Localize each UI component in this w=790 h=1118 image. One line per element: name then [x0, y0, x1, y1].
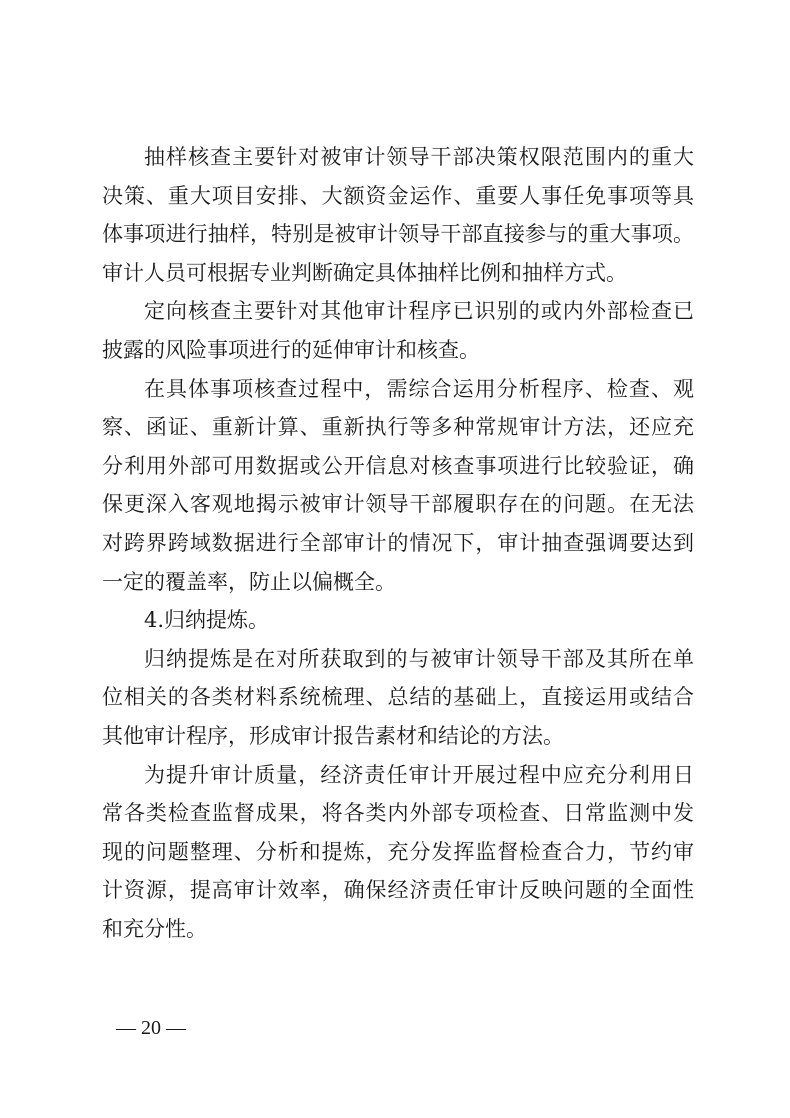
- paragraph-line: 在具体事项核查过程中，需综合运用分析程序、检查、观: [144, 376, 694, 401]
- paragraph-sampling-check: [102, 138, 694, 292]
- paragraph-line: 位相关的各类材料系统梳理、总结的基础上，直接运用或结合: [102, 685, 694, 710]
- paragraph-summarize-def: [102, 640, 694, 756]
- paragraph-line: 抽样核查主要针对被审计领导干部决策权限范围内的重大: [144, 145, 694, 169]
- paragraph-line: 计资源，提高审计效率，确保经济责任审计反映问题的全面性: [102, 878, 694, 903]
- paragraph-line: 分利用外部可用数据或公开信息对核查事项进行比较验证，确: [102, 453, 694, 478]
- paragraph-directed-check: [102, 292, 694, 369]
- paragraph-check-process: [102, 370, 694, 602]
- paragraph-line: 决策、重大项目安排、大额资金运作、重要人事任免事项等具: [102, 183, 694, 208]
- paragraph-line: 体事项进行抽样，特别是被审计领导干部直接参与的重大事项。: [102, 222, 694, 247]
- paragraph-line: 和充分性。: [102, 916, 207, 941]
- paragraph-line: 保更深入客观地揭示被审计领导干部履职存在的问题。在无法: [102, 492, 694, 517]
- paragraph-line: 审计人员可根据专业判断确定具体抽样比例和抽样方式。: [102, 260, 627, 285]
- paragraph-line: 对跨界跨域数据进行全部审计的情况下，审计抽查强调要达到: [102, 530, 694, 555]
- document-body: [102, 138, 694, 948]
- section-heading-4: [102, 601, 694, 640]
- section-heading: 4.归纳提炼。: [144, 608, 270, 633]
- paragraph-line: 披露的风险事项进行的延伸审计和核查。: [102, 337, 480, 362]
- paragraph-line: 常各类检查监督成果，将各类内外部专项检查、日常监测中发: [102, 801, 694, 826]
- paragraph-line: 其他审计程序，形成审计报告素材和结论的方法。: [102, 723, 564, 748]
- paragraph-line: 现的问题整理、分析和提炼，充分发挥监督检查合力，节约审: [102, 839, 694, 864]
- paragraph-line: 为提升审计质量，经济责任审计开展过程中应充分利用日: [144, 762, 694, 787]
- paragraph-line: 一定的覆盖率，防止以偏概全。: [102, 569, 396, 594]
- paragraph-line: 察、函证、重新计算、重新执行等多种常规审计方法，还应充: [102, 415, 694, 440]
- paragraph-line: 归纳提炼是在对所获取到的与被审计领导干部及其所在单: [144, 646, 694, 671]
- page-number: — 20 —: [116, 1017, 186, 1039]
- paragraph-quality-improve: [102, 756, 694, 949]
- paragraph-line: 定向核查主要针对其他审计程序已识别的或内外部检查已: [144, 299, 694, 324]
